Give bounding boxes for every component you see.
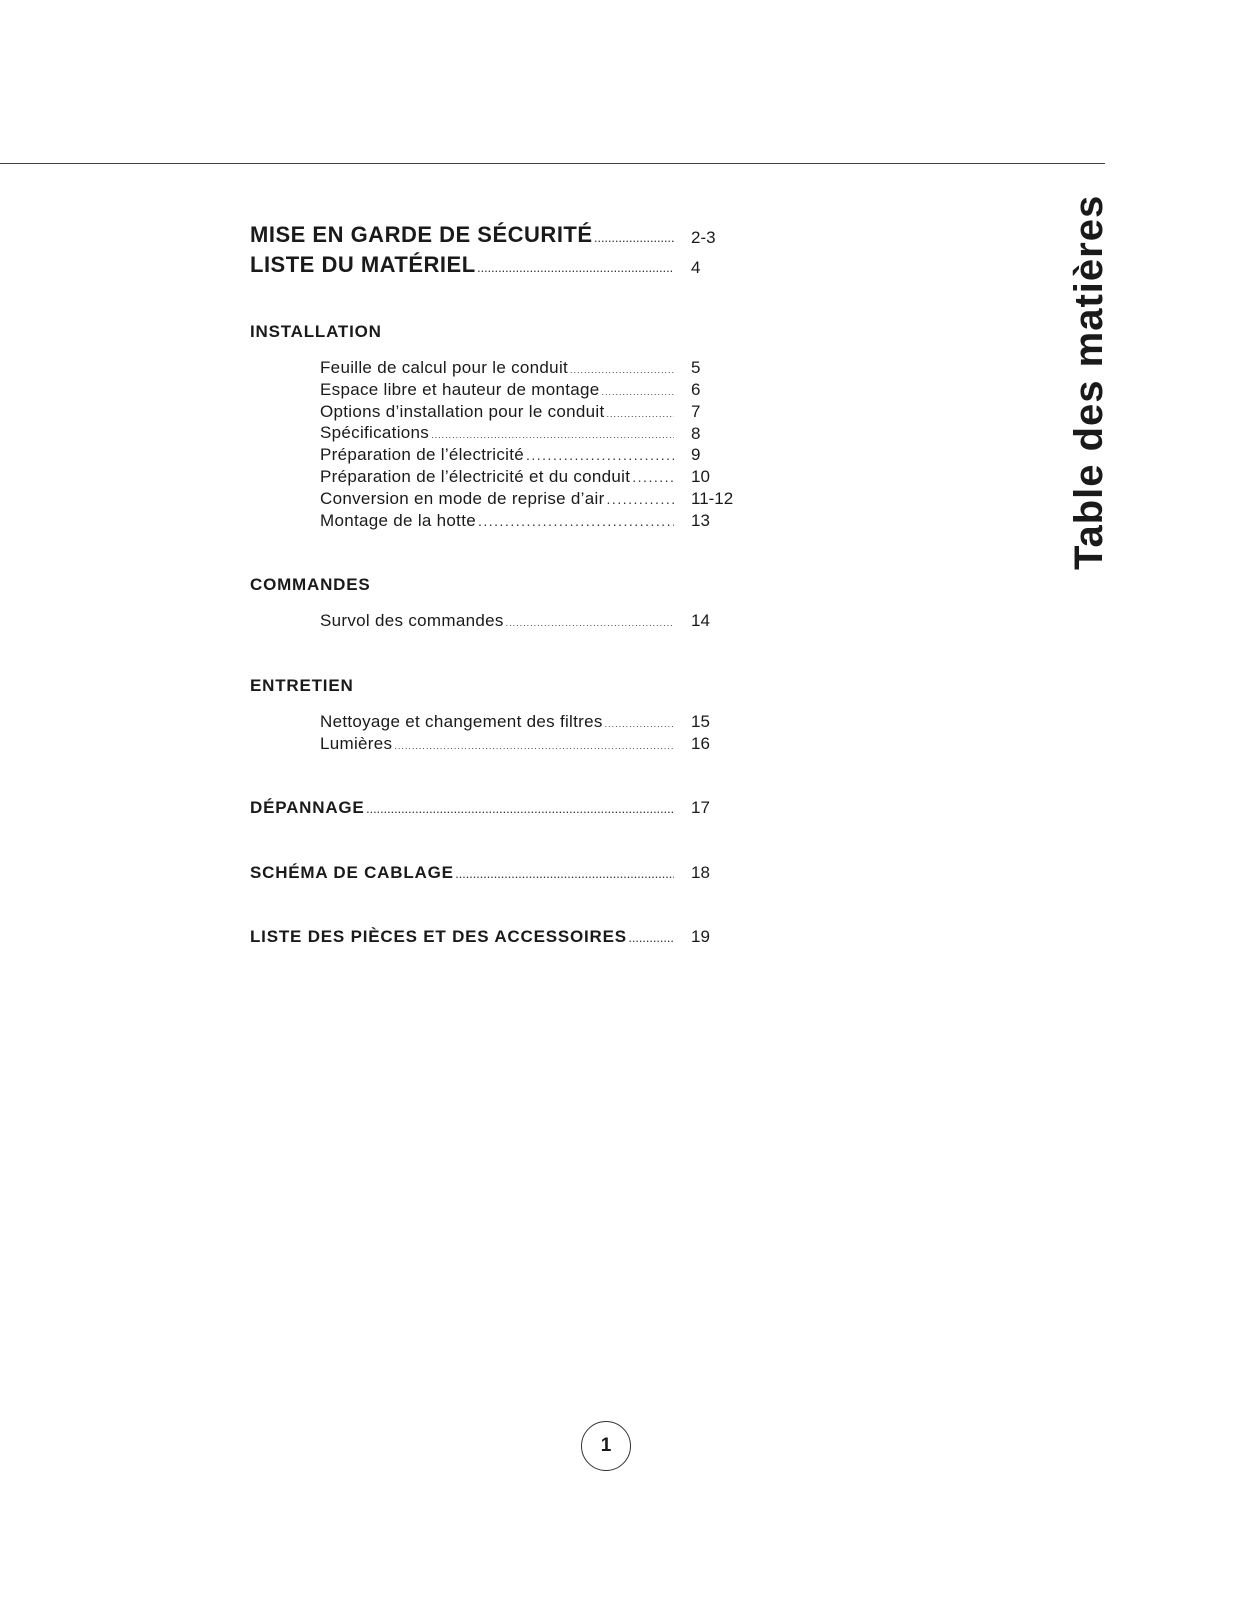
dot-leader — [595, 234, 674, 244]
toc-page-number: 13 — [691, 511, 710, 530]
toc-page-number: 18 — [691, 863, 710, 882]
dot-leader — [456, 870, 674, 880]
toc-entry[interactable] — [320, 734, 676, 754]
toc-entry-label: Lumières — [320, 734, 393, 753]
toc-page-number: 17 — [691, 798, 710, 817]
toc-entry-wiring[interactable] — [250, 863, 676, 883]
toc-page-number: 9 — [691, 445, 701, 464]
toc-entry-label: Préparation de l’électricité — [320, 445, 524, 464]
toc-entry-troubleshooting[interactable] — [250, 798, 676, 818]
toc-entry-label: Nettoyage et changement des filtres — [320, 712, 603, 731]
toc-entry-label: Conversion en mode de reprise d’air — [320, 489, 605, 508]
toc-page-number: 6 — [691, 380, 701, 399]
toc-page-number: 4 — [691, 258, 701, 277]
toc-entry[interactable] — [320, 511, 676, 531]
toc-entry-label: MISE EN GARDE DE SÉCURITÉ — [250, 222, 593, 247]
toc-entry-safety[interactable] — [250, 222, 676, 248]
toc-entry-label: Montage de la hotte — [320, 511, 476, 530]
dot-leader — [605, 719, 674, 729]
toc-entry[interactable] — [320, 467, 676, 487]
toc-entry-materials[interactable] — [250, 252, 676, 278]
page-number: 1 — [600, 1435, 612, 1456]
page-number-badge — [581, 1421, 631, 1471]
toc-entry[interactable] — [320, 445, 676, 465]
toc-entry[interactable] — [320, 423, 676, 443]
toc-entry-label: LISTE DU MATÉRIEL — [250, 252, 476, 277]
toc-entry[interactable] — [320, 380, 676, 400]
toc-entry[interactable] — [320, 489, 676, 509]
dot-leader — [394, 741, 674, 751]
dot-leader — [607, 409, 674, 419]
section-heading-installation: INSTALLATION — [250, 322, 382, 341]
top-rule — [0, 163, 1105, 164]
toc-page-number: 8 — [691, 424, 701, 443]
toc-entry-label: Survol des commandes — [320, 611, 504, 630]
toc-entry-label: LISTE DES PIÈCES ET DES ACCESSOIRES — [250, 927, 627, 946]
toc-entry[interactable] — [320, 402, 676, 422]
side-title: Table des matières — [1067, 194, 1111, 570]
dot-leader — [506, 618, 674, 628]
toc-page-number: 14 — [691, 611, 710, 630]
toc-page-number: 7 — [691, 402, 701, 421]
dot-leader — [607, 491, 674, 507]
dot-leader — [570, 365, 674, 375]
toc-page-number: 19 — [691, 927, 710, 946]
section-heading-commandes: COMMANDES — [250, 575, 371, 594]
toc-entry-label: Options d’installation pour le conduit — [320, 402, 605, 421]
toc-page-number: 11-12 — [691, 489, 734, 508]
toc-entry-label: Spécifications — [320, 423, 430, 442]
toc-page-number: 5 — [691, 358, 701, 377]
dot-leader — [629, 934, 674, 944]
toc-entry-label: DÉPANNAGE — [250, 798, 365, 817]
toc-entry[interactable] — [320, 358, 676, 378]
toc-page-number: 2-3 — [691, 228, 716, 247]
toc-entry-parts[interactable] — [250, 927, 676, 947]
dot-leader — [478, 513, 674, 529]
toc-entry-label: Espace libre et hauteur de montage — [320, 380, 600, 399]
toc-entry-label: Préparation de l’électricité et du conduit — [320, 467, 631, 486]
toc-page-number: 10 — [691, 467, 710, 486]
toc-entry[interactable] — [320, 611, 676, 631]
toc-entry-label: Feuille de calcul pour le conduit — [320, 358, 569, 377]
toc-entry-label: SCHÉMA DE CABLAGE — [250, 863, 454, 882]
toc-page-number: 16 — [691, 734, 710, 753]
dot-leader — [602, 387, 674, 397]
dot-leader — [431, 430, 674, 440]
toc-entry[interactable] — [320, 712, 676, 732]
dot-leader — [478, 264, 674, 274]
toc-page-number: 15 — [691, 712, 710, 731]
dot-leader — [367, 805, 674, 815]
section-heading-entretien: ENTRETIEN — [250, 676, 354, 695]
dot-leader — [632, 469, 674, 485]
dot-leader — [526, 447, 674, 463]
